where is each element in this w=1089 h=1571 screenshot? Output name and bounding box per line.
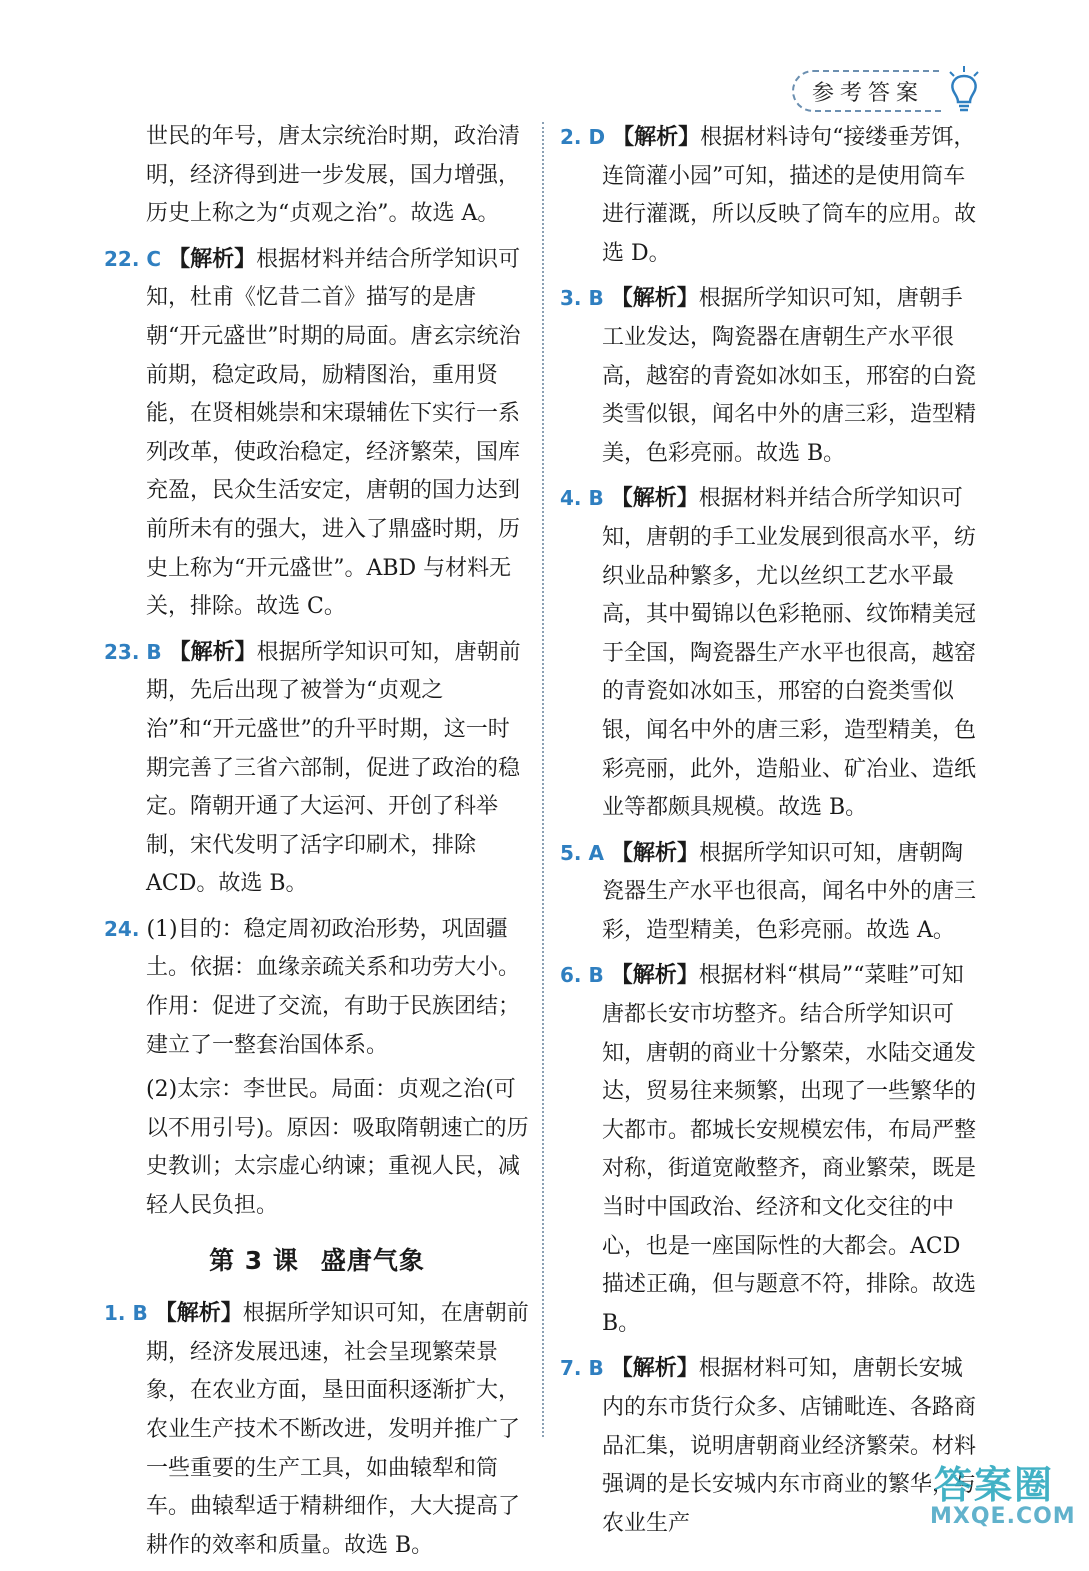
answer-1	[104, 1294, 530, 1565]
watermark-logo-text: 答案圈	[934, 1463, 1055, 1507]
column-divider	[542, 122, 544, 1437]
answer-2	[560, 118, 980, 273]
answer-text: 根据所学知识可知，唐朝陶瓷器生产水平也很高，闻名中外的唐三彩，造型精美，色彩亮丽。故选 A。	[602, 840, 977, 943]
answer-22	[104, 240, 530, 627]
analysis-tag: 【解析】	[610, 962, 699, 989]
analysis-tag: 【解析】	[612, 124, 701, 150]
carryover-paragraph: 世民的年号，唐太宗统治时期，政治清明，经济得到进一步发展，国力增强，历史上称之为“贞观之治”。故选 A。	[146, 124, 521, 227]
answer-number: 5. A	[560, 840, 604, 865]
analysis-tag: 【解析】	[610, 1355, 699, 1382]
analysis-tag: 【解析】	[168, 638, 257, 665]
analysis-tag: 【解析】	[154, 1300, 243, 1327]
analysis-tag: 【解析】	[610, 485, 699, 512]
left-column	[104, 118, 530, 1571]
lesson-number: 第 3 课	[209, 1245, 299, 1275]
answer-number: 7. B	[560, 1356, 604, 1381]
answer-number: 4. B	[560, 486, 604, 511]
answer-text: 根据材料诗句“接缕垂芳饵，连筒灌小园”可知，描述的是使用筒车进行灌溉，所以反映了筒车的应用。故选 D。	[602, 125, 977, 266]
answer-text: 根据所学知识可知，唐朝前期，先后出现了被誉为“贞观之治”和“开元盛世”的升平时期，这一时期完善了三省六部制，促进了政治的稳定。隋朝开通了大运河、开创了科举制，宋代发明了活字印刷术，排除 ACD。故选 B。	[146, 639, 521, 897]
watermark-url: MXQE.COM	[930, 1504, 1076, 1529]
analysis-tag: 【解析】	[610, 285, 699, 312]
answer-number: 2. D	[560, 125, 606, 149]
answer-24	[104, 910, 530, 1065]
answer-number: 6. B	[560, 963, 604, 988]
lightbulb-icon	[944, 64, 984, 116]
answer-number: 22. C	[104, 246, 162, 271]
answer-text: 根据材料“棋局”“菜畦”可知唐都长安市坊整齐。结合所学知识可知，唐朝的商业十分繁荣，水陆交通发达，贸易往来频繁，出现了一些繁华的大都市。都城长安规模宏伟，布局严整对称，街道宽敞整齐，商业繁荣，既是当时中国政治、经济和文化交往的中心，也是一座国际性的大都会。ACD 描述正确，但与题意不符，排除。故选 B。	[602, 963, 977, 1336]
right-column	[560, 118, 980, 1549]
answer-24-part2: (2)太宗：李世民。局面：贞观之治(可以不用引号)。原因：吸取隋朝速亡的历史教训；太宗虚心纳谏；重视人民，减轻人民负担。	[146, 1077, 529, 1219]
answer-23	[104, 633, 530, 904]
answer-text: (1)目的：稳定周初政治形势，巩固疆土。依据：血缘亲疏关系和功劳大小。作用：促进了交流，有助于民族团结；建立了一整套治国体系。	[146, 916, 521, 1058]
answer-number: 24.	[104, 916, 140, 941]
answer-7	[560, 1349, 980, 1543]
lesson-title: 盛唐气象	[320, 1245, 425, 1275]
answer-3	[560, 279, 980, 473]
lesson-heading	[104, 1242, 530, 1281]
answer-4	[560, 479, 980, 827]
answer-text: 根据材料可知，唐朝长安城内的东市货行众多、店铺毗连、各路商品汇集，说明唐朝商业经济繁荣。材料强调的是长安城内东市商业的繁华，与农业生产	[602, 1356, 977, 1536]
answer-number: 23. B	[104, 639, 162, 664]
header-label: 参考答案	[811, 80, 924, 106]
answer-6	[560, 956, 980, 1343]
site-watermark	[930, 1452, 1080, 1532]
answer-number: 3. B	[560, 286, 604, 311]
answer-text: 根据材料并结合所学知识可知，杜甫《忆昔二首》描写的是唐朝“开元盛世”时期的局面。唐玄宗统治前期，稳定政局，励精图治，重用贤能，在贤相姚崇和宋璟辅佐下实行一系列改革，使政治稳定，经济繁荣，国库充盈，民众生活安定，唐朝的国力达到前所未有的强大，进入了鼎盛时期，历史上称为“开元盛世”。ABD 与材料无关，排除。故选 C。	[146, 246, 521, 620]
analysis-tag: 【解析】	[610, 839, 699, 866]
answer-text: 根据材料并结合所学知识可知，唐朝的手工业发展到很高水平，纺织业品种繁多，尤以丝织工艺水平最高，其中蜀锦以色彩艳丽、纹饰精美冠于全国，陶瓷器生产水平也很高，越窑的青瓷如冰如玉，邢窑的白瓷类雪似银，闻名中外的唐三彩，造型精美，色彩亮丽，此外，造船业、矿冶业、造纸业等都颇具规模。故选 B。	[602, 486, 977, 821]
answer-text: 根据所学知识可知，在唐朝前期，经济发展迅速，社会呈现繁荣景象，在农业方面，垦田面积逐渐扩大，农业生产技术不断改进，发明并推广了一些重要的生产工具，如曲辕犁和筒车。曲辕犁适于精耕细作，大大提高了耕作的效率和质量。故选 B。	[146, 1301, 529, 1558]
answer-number: 1. B	[104, 1301, 148, 1326]
answer-key-header	[792, 70, 942, 112]
answer-text: 根据所学知识可知，唐朝手工业发达，陶瓷器在唐朝生产水平很高，越窑的青瓷如冰如玉，邢窑的白瓷类雪似银，闻名中外的唐三彩，造型精美，色彩亮丽。故选 B。	[602, 286, 977, 466]
analysis-tag: 【解析】	[168, 245, 257, 272]
answer-5	[560, 834, 980, 951]
